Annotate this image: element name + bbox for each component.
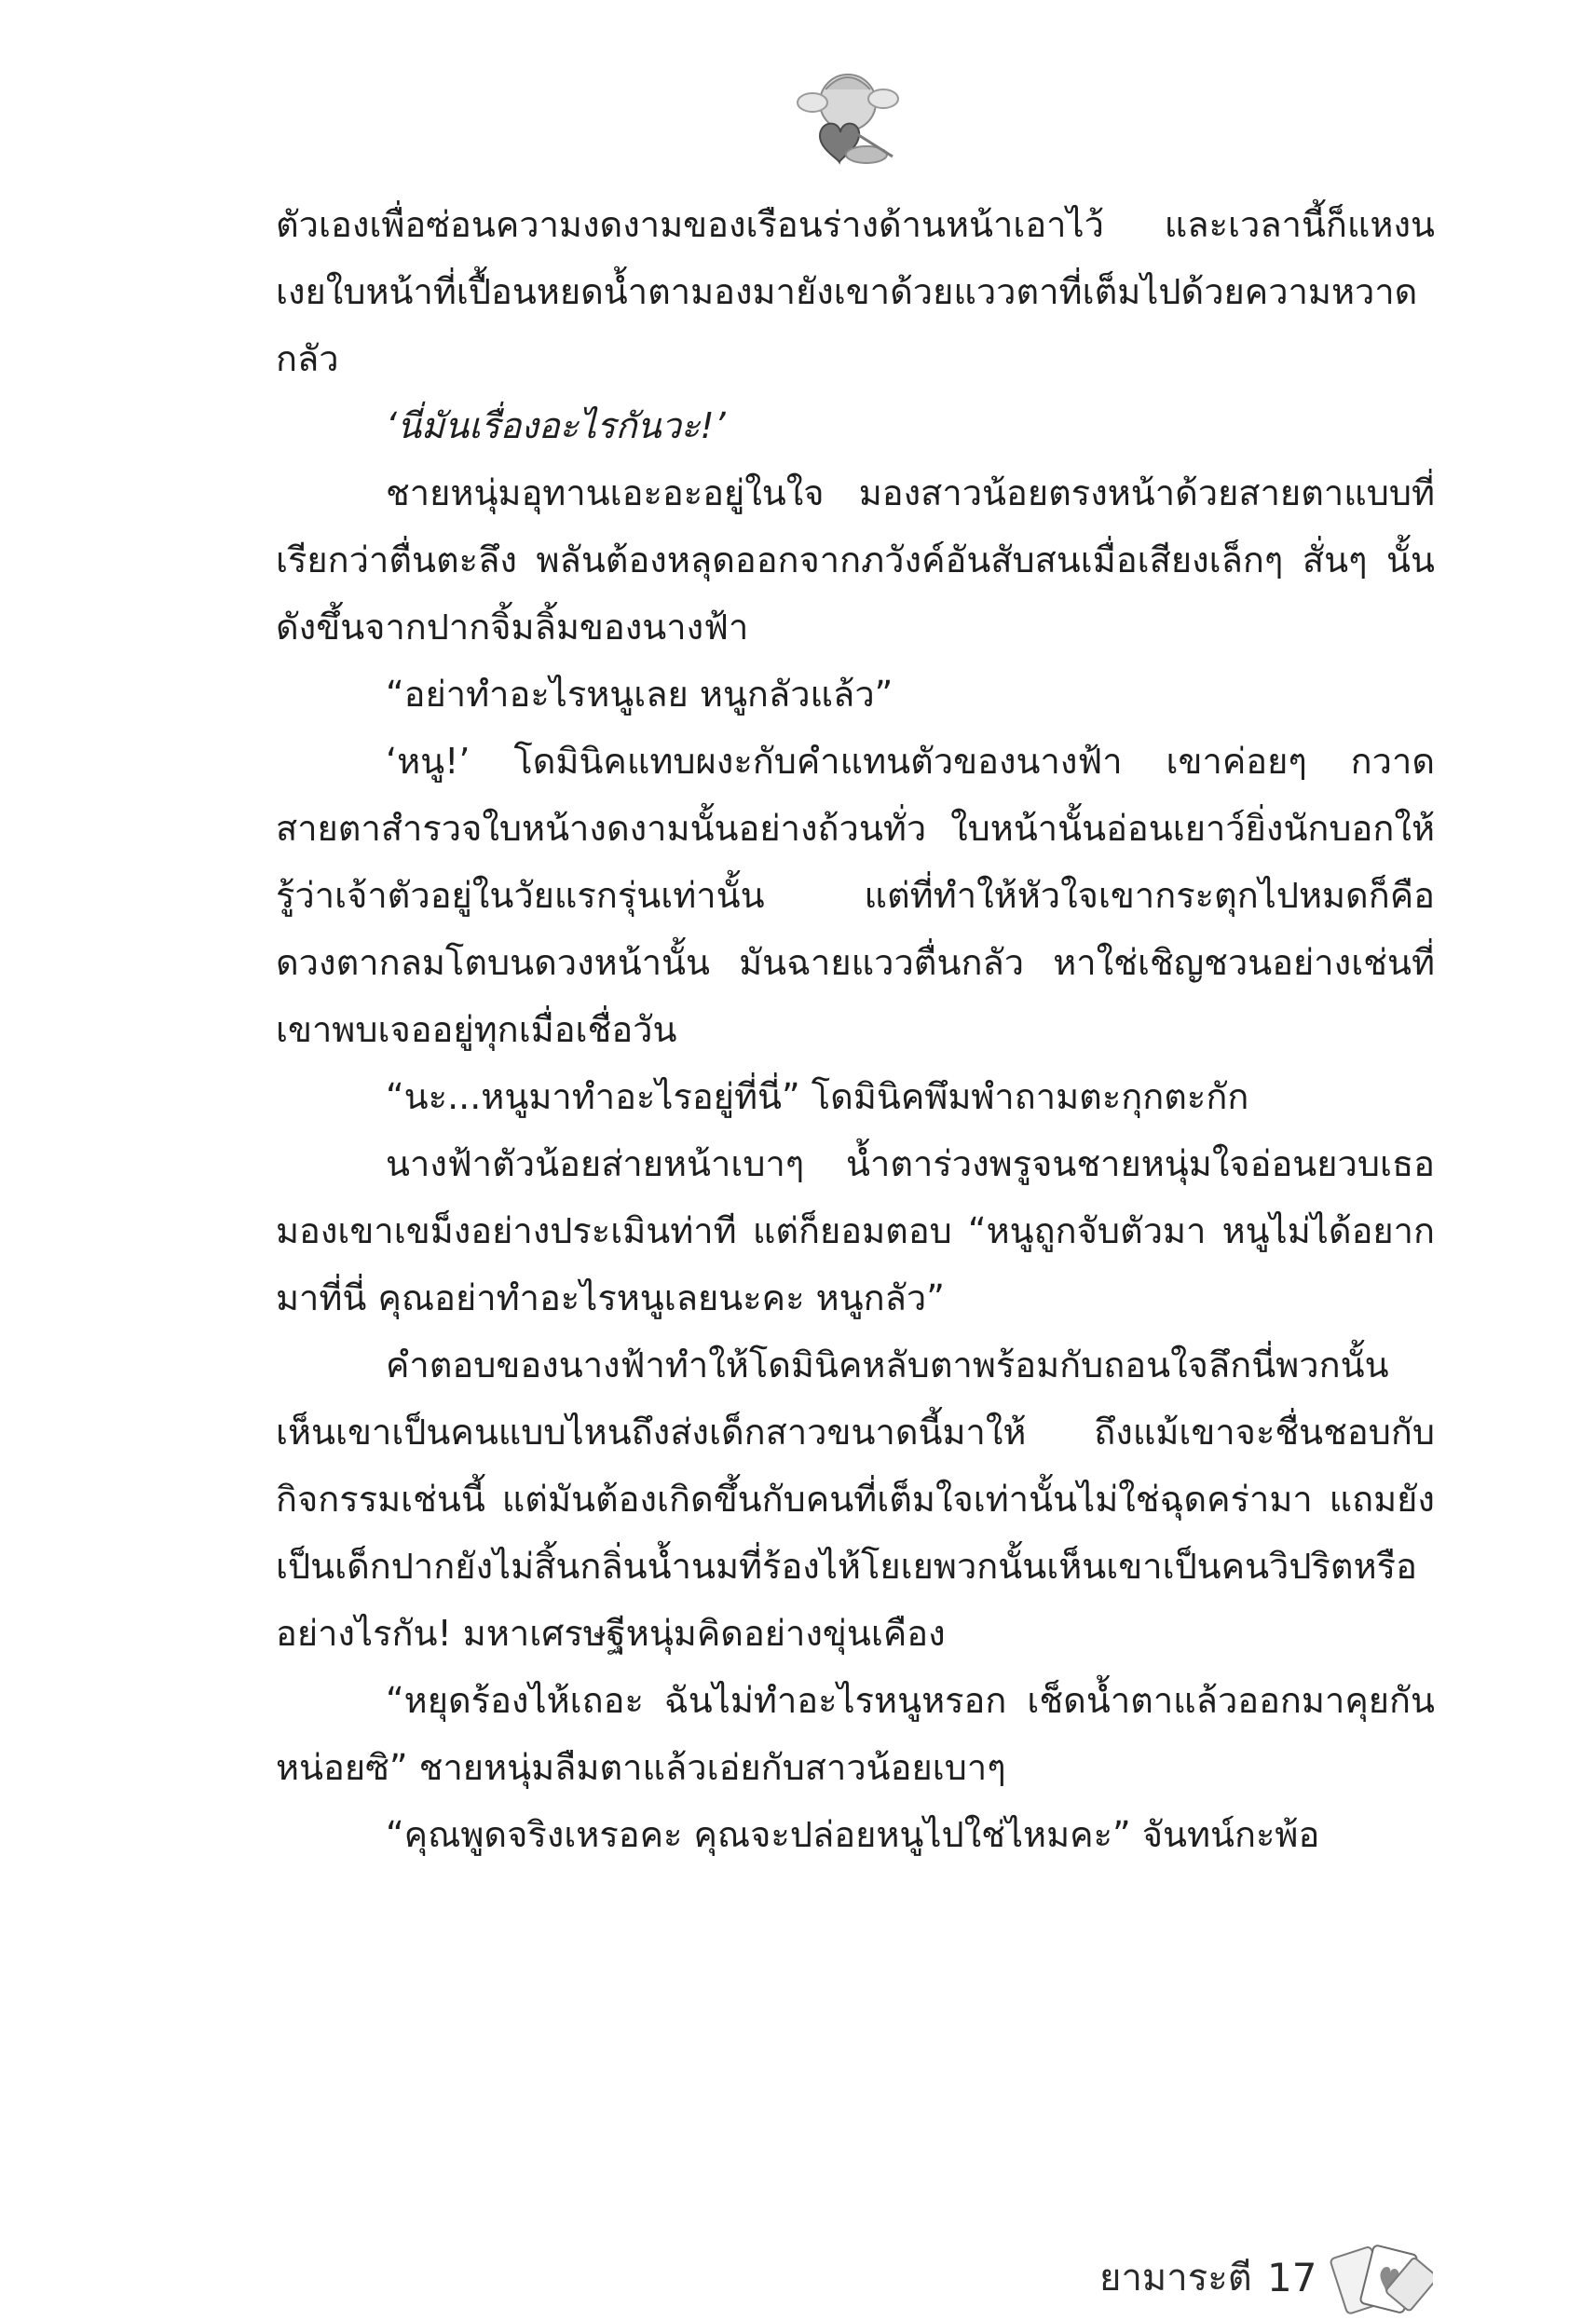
playing-cards-icon — [1321, 2240, 1433, 2320]
paragraph-3: ชายหนุ่มอุทานเอะอะอยู่ในใจ มองสาวน้อยตรงหน้าด้วยสายตาแบบที่เรียกว่าตื่นตะลึง พลันต้องหลุดออกจากภวังค์อันสับสนเมื่อเสียงเล็กๆ สั่นๆ นั้นดังขึ้นจากปากจิ้มลิ้มของนางฟ้า — [276, 472, 1435, 648]
page-footer — [1099, 2245, 1491, 2311]
body-text — [276, 191, 1435, 1868]
running-title: ยามาระตี — [1099, 2257, 1252, 2300]
paragraph-4: “อย่าทำอะไรหนูเลย หนูกลัวแล้ว” — [386, 674, 893, 715]
paragraph-9: “หยุดร้องไห้เถอะ ฉันไม่ทำอะไรหนูหรอก เช็ดน้ำตาแล้วออกมาคุยกันหน่อยซิ” ชายหนุ่มลืมตาแล้วเอ่ยกับสาวน้อยเบาๆ — [276, 1680, 1435, 1788]
paragraph-7: นางฟ้าตัวน้อยส่ายหน้าเบาๆ น้ำตาร่วงพรูจนชายหนุ่มใจอ่อนยวบเธอมองเขาเขม็งอย่างประเมินท่าที แต่ก็ยอมตอบ “หนูถูกจับตัวมา หนูไม่ได้อยากมาที่นี่ คุณอย่าทำอะไรหนูเลยนะคะ หนูกลัว” — [276, 1143, 1435, 1318]
paragraph-5: ‘หนู!’ โดมินิคแทบผงะกับคำแทนตัวของนางฟ้า เขาค่อยๆ กวาดสายตาสำรวจใบหน้างดงามนั้นอย่างถ้วนทั่ว ใบหน้านั้นอ่อนเยาว์ยิ่งนักบอกให้รู้ว่าเจ้าตัวอยู่ในวัยแรกรุ่นเท่านั้น แต่ที่ทำให้หัวใจเขากระตุกไปหมดก็คือดวงตากลมโตบนดวงหน้านั้น มันฉายแววตื่นกลัว หาใช่เชิญชวนอย่างเช่นที่เขาพบเจออยู่ทุกเมื่อเชื่อวัน — [276, 741, 1435, 1050]
page-number: 17 — [1267, 2255, 1317, 2300]
paragraph-10: “คุณพูดจริงเหรอคะ คุณจะปล่อยหนูไปใช่ไหมคะ” จันทน์กะพ้อ — [386, 1814, 1320, 1855]
cupid-with-heart-icon — [792, 45, 904, 175]
paragraph-1: ตัวเองเพื่อซ่อนความงดงามของเรือนร่างด้านหน้าเอาไว้ และเวลานี้ก็แหงนเงยใบหน้าที่เปื้อนหยดน้ำตามองมายังเขาด้วยแววตาที่เต็มไปด้วยความหวาดกลัว — [276, 204, 1435, 379]
paragraph-8: คำตอบของนางฟ้าทำให้โดมินิคหลับตาพร้อมกับถอนใจลึกนี่พวกนั้นเห็นเขาเป็นคนแบบไหนถึงส่งเด็กสาวขนาดนี้มาให้ ถึงแม้เขาจะชื่นชอบกับกิจกรรมเช่นนี้ แต่มันต้องเกิดขึ้นกับคนที่เต็มใจเท่านั้นไม่ใช่ฉุดคร่ามา แถมยังเป็นเด็กปากยังไม่สิ้นกลิ่นน้ำนมที่ร้องไห้โยเยพวกนั้นเห็นเขาเป็นคนวิปริตหรืออย่างไรกัน! มหาเศรษฐีหนุ่มคิดอย่างขุ่นเคือง — [276, 1344, 1435, 1654]
paragraph-2: ‘นี่มันเรื่องอะไรกันวะ!’ — [386, 405, 726, 446]
paragraph-6: “นะ...หนูมาทำอะไรอยู่ที่นี่” โดมินิคพึมพำถามตะกุกตะกัก — [386, 1076, 1249, 1117]
